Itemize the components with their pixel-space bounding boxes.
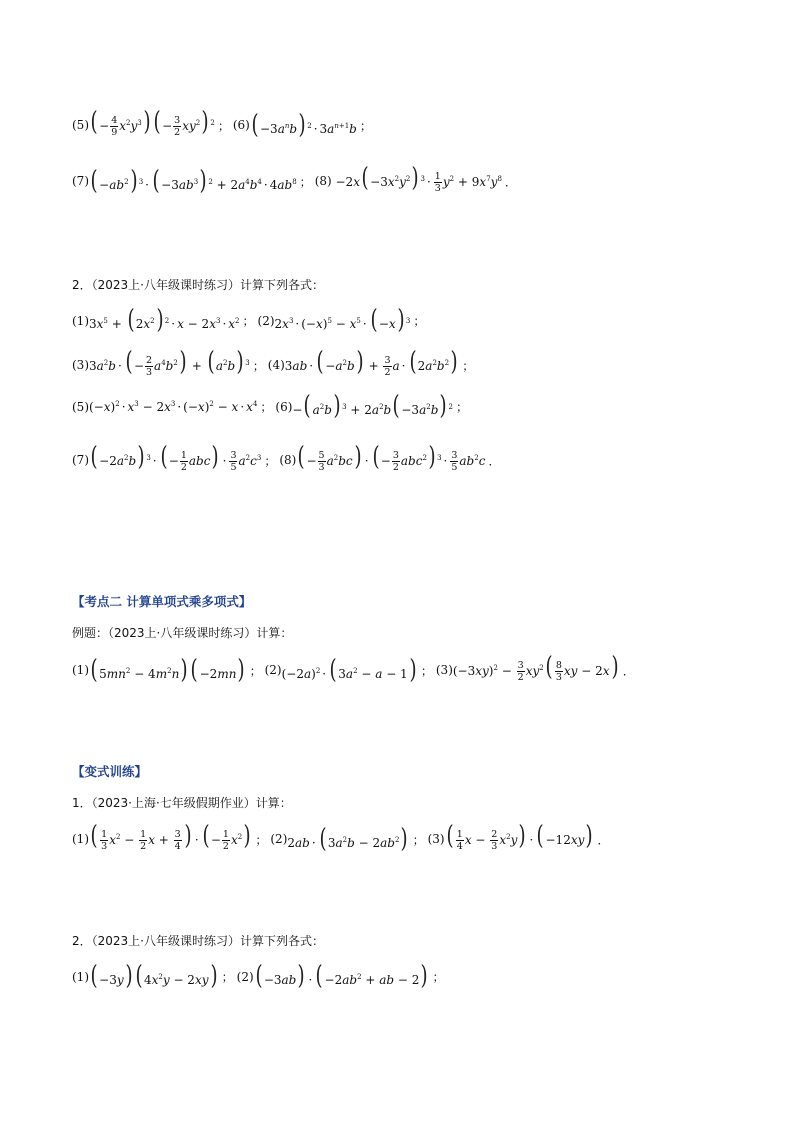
math-expression: $(-2a)^2$ · ( $3a^2 - a - 1$): [281, 654, 417, 685]
math-expression: $2x^3 \cdot (-x)^5 - x^5$ · ( −x) $^3$: [274, 305, 411, 335]
variant-q1-heading: 1．（2023·上海·七年级假期作业）计算：: [72, 796, 292, 810]
q2-line-5-6: (5) $(-x)^2 \cdot x^3 - 2x^3 \cdot (-x)^2 - x \cdot x^4$ ； (6) −( $a^2b$) $^3 + 2a^2b( -3a^2b)$ $^2$ ；: [72, 391, 469, 421]
variant-q1-line: (1) ( $\frac{1}{3}$ $x^2$ − $\frac{1}{2}$ x + $\frac{3}{4}$ ) · ( − $\frac{1}{2}$ $x^2$) ； (2) 2ab · ( $3a^2b - 2ab^2$) ； (3) ( $\frac{1}{4}$ x − $\frac{2}{3}$ $x^2y$) · ( −12xy) ．: [72, 821, 610, 854]
problem-label: (8): [314, 174, 332, 188]
math-expression: $(-x)^2 \cdot x^3 - 2x^3 \cdot (-x)^2 - x \cdot x^4$: [89, 399, 258, 414]
problem-line-7-8: (7) ( $-ab^2$) $^3$ · ( $-3ab^3$) $^2 + 2a^4b^4 \cdot 4ab^8$ ； (8) $-2x( -3x^2y^2)$ $^3$ · $\frac{1}{3}$ $y^2 + 9x^7y^8$ ．: [72, 163, 517, 196]
math-expression: ( $-2a^2b$) $^3$ · ( − $\frac{1}{2}$ abc) · $\frac{3}{5}$ $a^2c^3$: [90, 442, 262, 473]
math-expression: $(-3xy)^2$ − $\frac{3}{2}$ $xy^2$( $\frac{8}{3}$ xy − 2x): [452, 652, 619, 683]
question-2-heading: 2．（2023上·八年级课时练习）计算下列各式：: [72, 278, 324, 292]
math-expression: ( $-3a^nb$) $^2 \cdot 3a^{n+1}b$: [251, 109, 357, 140]
variant-q2-heading: 2．（2023上·八年级课时练习）计算下列各式：: [72, 934, 324, 948]
math-expression: ( − $\frac{5}{3}$ $a^2bc$) · ( − $\frac{3}{2}$ abc$^2$) $^3$ · $\frac{3}{5}$ $ab^2c$: [297, 442, 486, 473]
math-expression: −( $a^2b$) $^3 + 2a^2b( -3a^2b)$ $^2$: [292, 391, 454, 421]
math-expression: ( − $\frac{4}{9}$ $x^2y^3$) ( − $\frac{3}{2}$ $xy^2$) $^2$: [90, 107, 215, 138]
problem-line-5-6: (5) ( − $\frac{4}{9}$ $x^2y^3$) ( − $\frac{3}{2}$ $xy^2$) $^2$ ； (6) ( $-3a^nb$) $^2 \cdot 3a^{n+1}b$ ；: [72, 107, 372, 140]
math-expression: ( $\frac{1}{4}$ x − $\frac{2}{3}$ $x^2y$) · ( −12xy): [446, 821, 594, 852]
math-expression: ( $-ab^2$) $^3$ · ( $-3ab^3$) $^2 + 2a^4b^4 \cdot 4ab^8$: [90, 165, 297, 196]
problem-label: (7): [72, 174, 89, 188]
math-expression: ( $\frac{1}{3}$ $x^2$ − $\frac{1}{2}$ x + $\frac{3}{4}$ ) · ( − $\frac{1}{2}$ $x^2$): [90, 821, 251, 852]
problem-label: (5): [72, 118, 89, 132]
section-title-variant: 【变式训练】: [72, 764, 148, 779]
example-line: (1) ( $5mn^2 - 4m^2n$) ( −2mn) ； (2) $(-2a)^2$ · ( $3a^2 - a - 1$) ； (3) $(-3xy)^2$ − $\frac{3}{2}$ $xy^2$( $\frac{8}{3}$ xy − 2x) ．: [72, 652, 635, 685]
math-expression: ( −3ab) · ( $-2ab^2$ + ab − 2): [255, 961, 429, 991]
q2-line-3-4: (3) $3a^2b$ · ( − $\frac{2}{3}$ $a^4b^2$) + ( $a^2b$) $^3$ ； (4) 3ab · ( $-a^2b$) + $\frac{3}{2}$ a · ( $2a^2b^2$) ；: [72, 347, 475, 378]
variant-q2-line: (1) ( −3y) ( $4x^2y - 2xy$) ； (2) ( −3ab) · ( $-2ab^2$ + ab − 2) ；: [72, 961, 445, 991]
problem-label: (6): [232, 118, 250, 132]
q2-line-7-8: (7) ( $-2a^2b$) $^3$ · ( − $\frac{1}{2}$ abc) · $\frac{3}{5}$ $a^2c^3$ ； (8) ( − $\frac{5}{3}$ $a^2bc$) · ( − $\frac{3}{2}$ abc$^2$) $^3$ · $\frac{3}{5}$ $ab^2c$ ．: [72, 442, 501, 473]
example-heading: 例题：（2023上·八年级课时练习）计算：: [72, 626, 293, 640]
math-expression: 2ab · ( $3a^2b - 2ab^2$): [287, 823, 409, 854]
math-expression: ( −3y) ( $4x^2y - 2xy$): [90, 961, 218, 991]
section-title-2: 【考点二 计算单项式乘多项式】: [72, 594, 252, 609]
math-expression: ( $5mn^2 - 4m^2n$) ( −2mn): [90, 654, 246, 685]
math-expression: 3ab · ( $-a^2b$) + $\frac{3}{2}$ a · ( $2a^2b^2$): [284, 347, 458, 378]
math-expression: $3x^5$ + ( $2x^2$) $^2 \cdot x - 2x^3 \cdot x^2$: [89, 305, 240, 335]
q2-line-1-2: (1) $3x^5$ + ( $2x^2$) $^2 \cdot x - 2x^3 \cdot x^2$ ； (2) $2x^3 \cdot (-x)^5 - x^5$ · ( −x) $^3$ ；: [72, 305, 426, 335]
math-expression: $-2x( -3x^2y^2)$ $^3$ · $\frac{1}{3}$ $y^2 + 9x^7y^8$: [331, 163, 502, 194]
math-expression: $3a^2b$ · ( − $\frac{2}{3}$ $a^4b^2$) + ( $a^2b$) $^3$: [89, 347, 250, 378]
